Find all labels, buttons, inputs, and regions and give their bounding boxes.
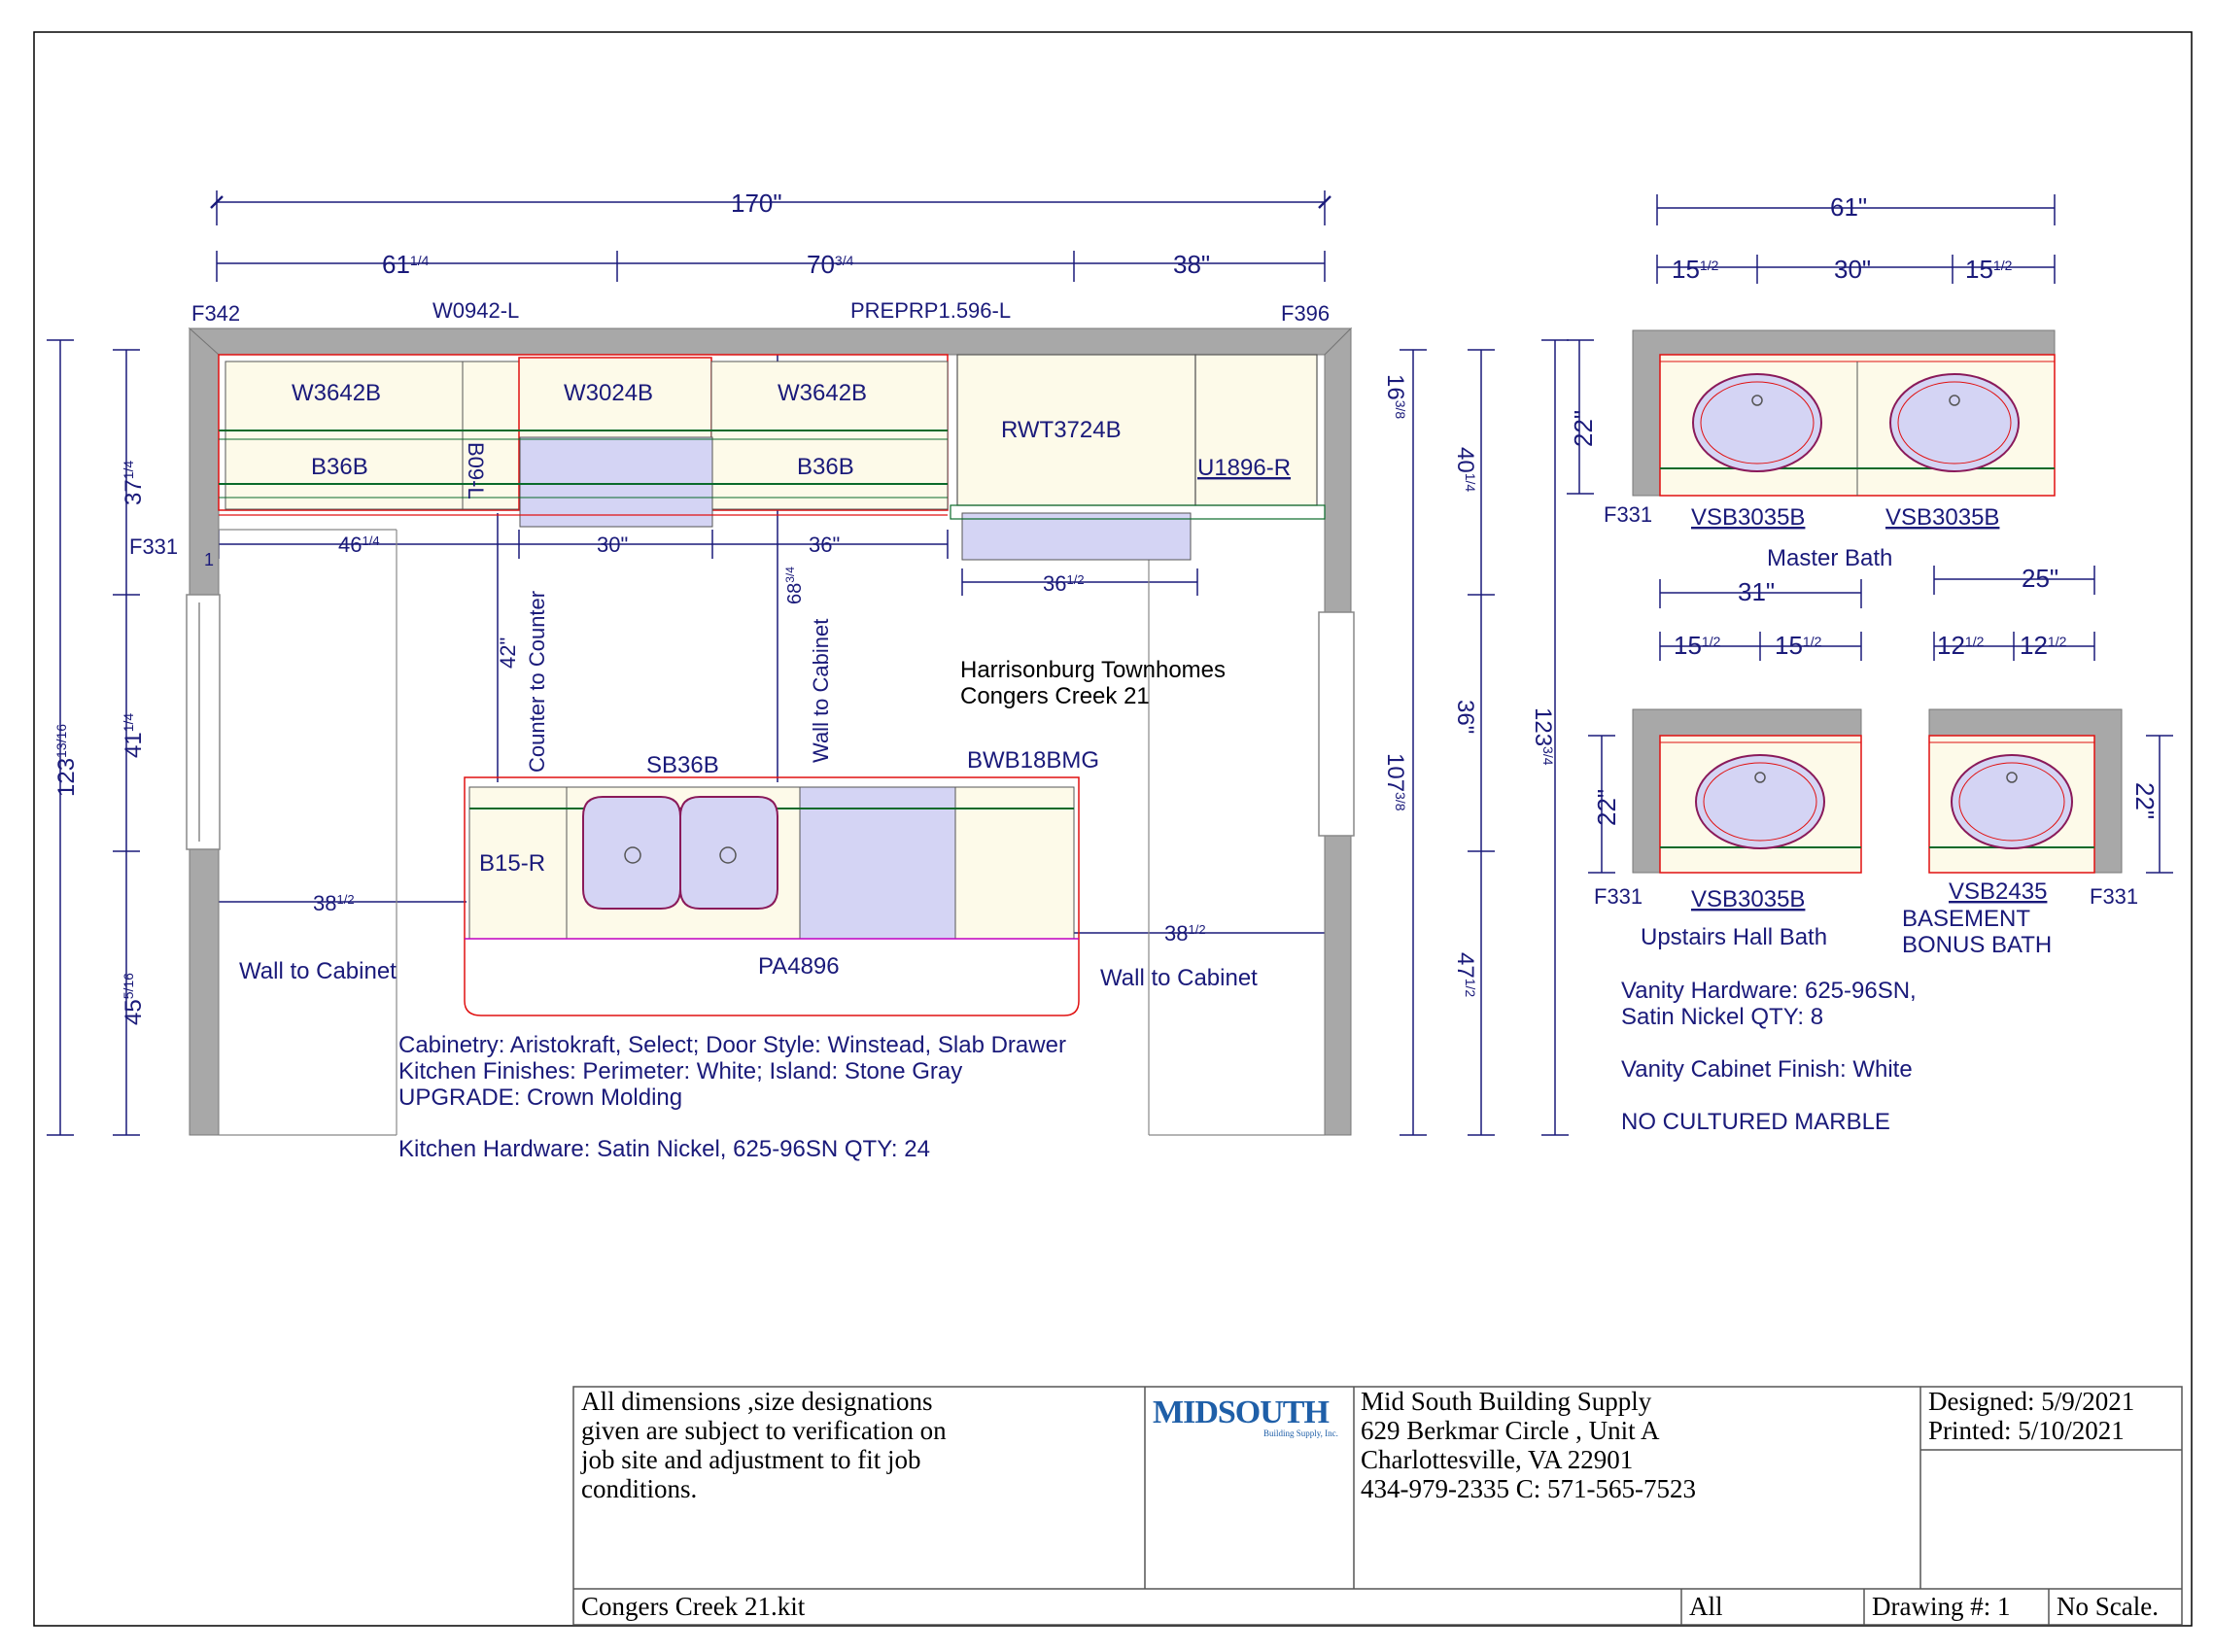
- project-unit: Congers Creek 21: [960, 683, 1150, 709]
- dim-right-16-whole: 16: [1382, 374, 1408, 400]
- master-seg-right: [1965, 255, 2013, 284]
- master-bath-title: Master Bath: [1767, 545, 1893, 571]
- dim-46-whole: 46: [338, 533, 363, 557]
- filler-left: F331: [129, 534, 179, 559]
- dim-right-47-whole: 47: [1452, 952, 1478, 979]
- dim-island-right-whole: 38: [1164, 921, 1189, 946]
- molding-right: PREPRP1.596-L: [850, 298, 1012, 323]
- molding-left: W0942-L: [432, 298, 520, 323]
- island-pa-label: PA4896: [758, 953, 840, 980]
- company-name: Mid South Building Supply: [1361, 1387, 1652, 1416]
- dim-42: 42": [496, 637, 520, 669]
- master-cab-2: VSB3035B: [1885, 504, 2000, 531]
- cabinet-w3642b-right: W3642B: [778, 380, 868, 406]
- dim-right-47-frac: 1/2: [1463, 978, 1478, 998]
- basement-seg-right: [2020, 631, 2067, 660]
- dim-segment-2-whole: 70: [807, 250, 835, 279]
- master-cab-1: VSB3035B: [1691, 504, 1806, 531]
- hall-cab: VSB3035B: [1691, 886, 1806, 912]
- note-cabinetry: Cabinetry: Aristokraft, Select; Door Style: Winstead, Slab Drawer: [398, 1032, 1066, 1058]
- dim-right-40: [1452, 447, 1478, 492]
- island-bwb-label: BWB18BMG: [967, 747, 1100, 774]
- cabinet-w3642b-left: W3642B: [292, 380, 382, 406]
- basement-total-width: 25": [2022, 564, 2059, 593]
- dim-30: 30": [597, 533, 629, 557]
- hall-seg-left-whole: 15: [1674, 631, 1702, 660]
- island-b15-label: B15-R: [479, 850, 546, 877]
- perimeter-cabinets: [219, 355, 1325, 560]
- basement-cab: VSB2435: [1949, 878, 2048, 905]
- wall-to-cabinet-vertical-label: Wall to Cabinet: [809, 618, 833, 763]
- basement-seg-right-whole: 12: [2020, 631, 2048, 660]
- view-name: All: [1689, 1592, 1723, 1621]
- dim-36-half: [1043, 571, 1085, 596]
- cabinet-b36b-left: B36B: [311, 454, 368, 480]
- designed-date: Designed: 5/9/2021: [1928, 1387, 2135, 1416]
- company-address-1: 629 Berkmar Circle , Unit A: [1361, 1416, 1660, 1445]
- dim-36-half-whole: 36: [1043, 571, 1067, 596]
- hall-seg-left-frac: 1/2: [1701, 634, 1721, 649]
- dim-left-123-frac: 13/16: [53, 723, 69, 758]
- dim-segment-1-frac: 1/4: [409, 253, 430, 268]
- dim-68: [783, 567, 806, 604]
- left-window: [187, 595, 220, 849]
- dim-left-41: [121, 713, 147, 758]
- master-seg-left-whole: 15: [1672, 255, 1700, 284]
- dim-right-123-whole: 123: [1530, 707, 1556, 747]
- master-seg-mid: 30": [1834, 255, 1872, 284]
- hall-bath-title: Upstairs Hall Bath: [1641, 924, 1828, 950]
- dim-right-47: [1452, 952, 1478, 997]
- basement-seg-right-frac: 1/2: [2047, 634, 2067, 649]
- dim-36: 36": [809, 533, 841, 557]
- counter-to-counter-label: Counter to Counter: [525, 590, 549, 773]
- dim-right-107-whole: 107: [1382, 753, 1408, 793]
- dim-segment-2-frac: 3/4: [834, 253, 854, 268]
- printed-date: Printed: 5/10/2021: [1928, 1416, 2125, 1445]
- basement-filler: F331: [2090, 884, 2139, 909]
- cabinet-rwt3724b: RWT3724B: [1001, 417, 1122, 443]
- wall-to-cabinet-left: Wall to Cabinet: [239, 958, 397, 984]
- dim-right-36: 36": [1452, 700, 1478, 735]
- filler-top-right: F396: [1281, 301, 1331, 326]
- island: [465, 777, 1079, 1015]
- master-total-width: 61": [1830, 192, 1868, 222]
- basement-seg-left: [1937, 631, 1985, 660]
- dim-left-37: [121, 461, 147, 505]
- dim-right-107: [1382, 753, 1408, 811]
- wall-to-cabinet-right: Wall to Cabinet: [1100, 965, 1258, 991]
- dim-left-37-frac: 1/4: [121, 460, 136, 480]
- master-bath-plan: [1567, 194, 2055, 496]
- basement-title-1: BASEMENT: [1902, 906, 2031, 932]
- master-seg-right-whole: 15: [1965, 255, 1993, 284]
- dim-right-40-whole: 40: [1452, 447, 1478, 473]
- dim-right-123-frac: 3/4: [1540, 746, 1556, 766]
- master-seg-left: [1672, 255, 1719, 284]
- hall-bath-plan: [1588, 579, 1861, 873]
- master-filler: F331: [1604, 502, 1653, 527]
- dim-1: [204, 550, 214, 569]
- master-depth: 22": [1569, 409, 1598, 447]
- file-name: Congers Creek 21.kit: [581, 1592, 806, 1621]
- midsouth-logo: MIDSOUTH: [1153, 1394, 1329, 1430]
- vanity-hardware-note: Vanity Hardware: 625-96SN,: [1621, 978, 1917, 1004]
- basement-depth: 22": [2130, 782, 2160, 820]
- dim-segment-1: [382, 250, 430, 279]
- dim-island-left-frac: 1/2: [336, 892, 355, 907]
- hall-total-width: 31": [1738, 577, 1776, 606]
- dim-left-123: [53, 724, 80, 797]
- disclaimer: All dimensions ,size designations given are subject to verification on job site and adjustment to fit job conditions.: [581, 1387, 947, 1503]
- basement-seg-left-frac: 1/2: [1964, 634, 1985, 649]
- island-sink-label: SB36B: [646, 752, 719, 778]
- dim-36-half-frac: 1/2: [1066, 572, 1085, 587]
- dim-left-41-whole: 41: [121, 732, 147, 758]
- right-window: [1319, 612, 1354, 836]
- dim-island-right-frac: 1/2: [1188, 922, 1206, 937]
- dim-left-45-whole: 45: [121, 999, 147, 1025]
- dim-segment-1-whole: 61: [382, 250, 410, 279]
- filler-top-left: F342: [191, 301, 241, 326]
- company-phone: 434-979-2335 C: 571-565-7523: [1361, 1474, 1696, 1503]
- vanity-hardware-qty: Satin Nickel QTY: 8: [1621, 1004, 1824, 1030]
- note-finishes: Kitchen Finishes: Perimeter: White; Island: Stone Gray: [398, 1058, 963, 1084]
- dim-68-frac: 3/4: [783, 567, 797, 583]
- dim-46: [338, 533, 380, 557]
- dim-68-whole: 68: [784, 582, 806, 604]
- vanity-finish-note: Vanity Cabinet Finish: White: [1621, 1056, 1913, 1083]
- basement-seg-left-whole: 12: [1937, 631, 1965, 660]
- dim-left-45-frac: 5/16: [121, 973, 136, 1000]
- dim-right-107-frac: 3/8: [1393, 792, 1408, 811]
- cabinet-u1896r: U1896-R: [1197, 455, 1292, 481]
- cabinet-b09l: B09-L: [464, 442, 488, 499]
- drawing-number: Drawing #: 1: [1872, 1592, 2011, 1621]
- dim-left-123-whole: 123: [53, 757, 80, 797]
- master-seg-left-frac: 1/2: [1699, 258, 1719, 273]
- dim-segment-2: [807, 250, 854, 279]
- dim-left-41-frac: 1/4: [121, 712, 136, 733]
- dim-total-width: 170": [731, 189, 782, 218]
- dim-left-37-whole: 37: [121, 479, 147, 505]
- note-upgrade: UPGRADE: Crown Molding: [398, 1084, 683, 1111]
- scale-note: No Scale.: [2057, 1592, 2159, 1621]
- cabinet-b36b-right: B36B: [797, 454, 854, 480]
- dim-segment-3: 38": [1173, 250, 1211, 279]
- company-address-2: Charlottesville, VA 22901: [1361, 1445, 1634, 1474]
- dim-right-16-frac: 3/8: [1393, 399, 1408, 420]
- dim-island-left: [313, 891, 355, 915]
- hall-seg-right-frac: 1/2: [1802, 634, 1822, 649]
- dim-island-left-whole: 38: [313, 891, 337, 915]
- midsouth-logo-subtitle: Building Supply, Inc.: [1263, 1428, 1338, 1438]
- note-kitchen-hardware: Kitchen Hardware: Satin Nickel, 625-96SN QTY: 24: [398, 1136, 930, 1162]
- project-name: Harrisonburg Townhomes: [960, 657, 1227, 683]
- hall-seg-left: [1674, 631, 1721, 660]
- master-seg-right-frac: 1/2: [1992, 258, 2013, 273]
- dim-right-123: [1530, 707, 1556, 766]
- dim-right-16: [1382, 374, 1408, 419]
- dim-46-frac: 1/4: [362, 533, 380, 548]
- hall-seg-right-whole: 15: [1775, 631, 1803, 660]
- hall-depth: 22": [1592, 788, 1621, 826]
- cabinet-w3024b: W3024B: [564, 380, 654, 406]
- hall-filler: F331: [1594, 884, 1643, 909]
- dim-right-40-frac: 1/4: [1463, 472, 1478, 493]
- dim-left-45: [121, 973, 147, 1025]
- no-marble-note: NO CULTURED MARBLE: [1621, 1109, 1890, 1135]
- hall-seg-right: [1775, 631, 1822, 660]
- dim-island-right: [1164, 921, 1206, 946]
- dim-1-value: 1: [204, 550, 215, 569]
- basement-bath-plan: [1929, 566, 2173, 873]
- basement-title-2: BONUS BATH: [1902, 932, 2053, 958]
